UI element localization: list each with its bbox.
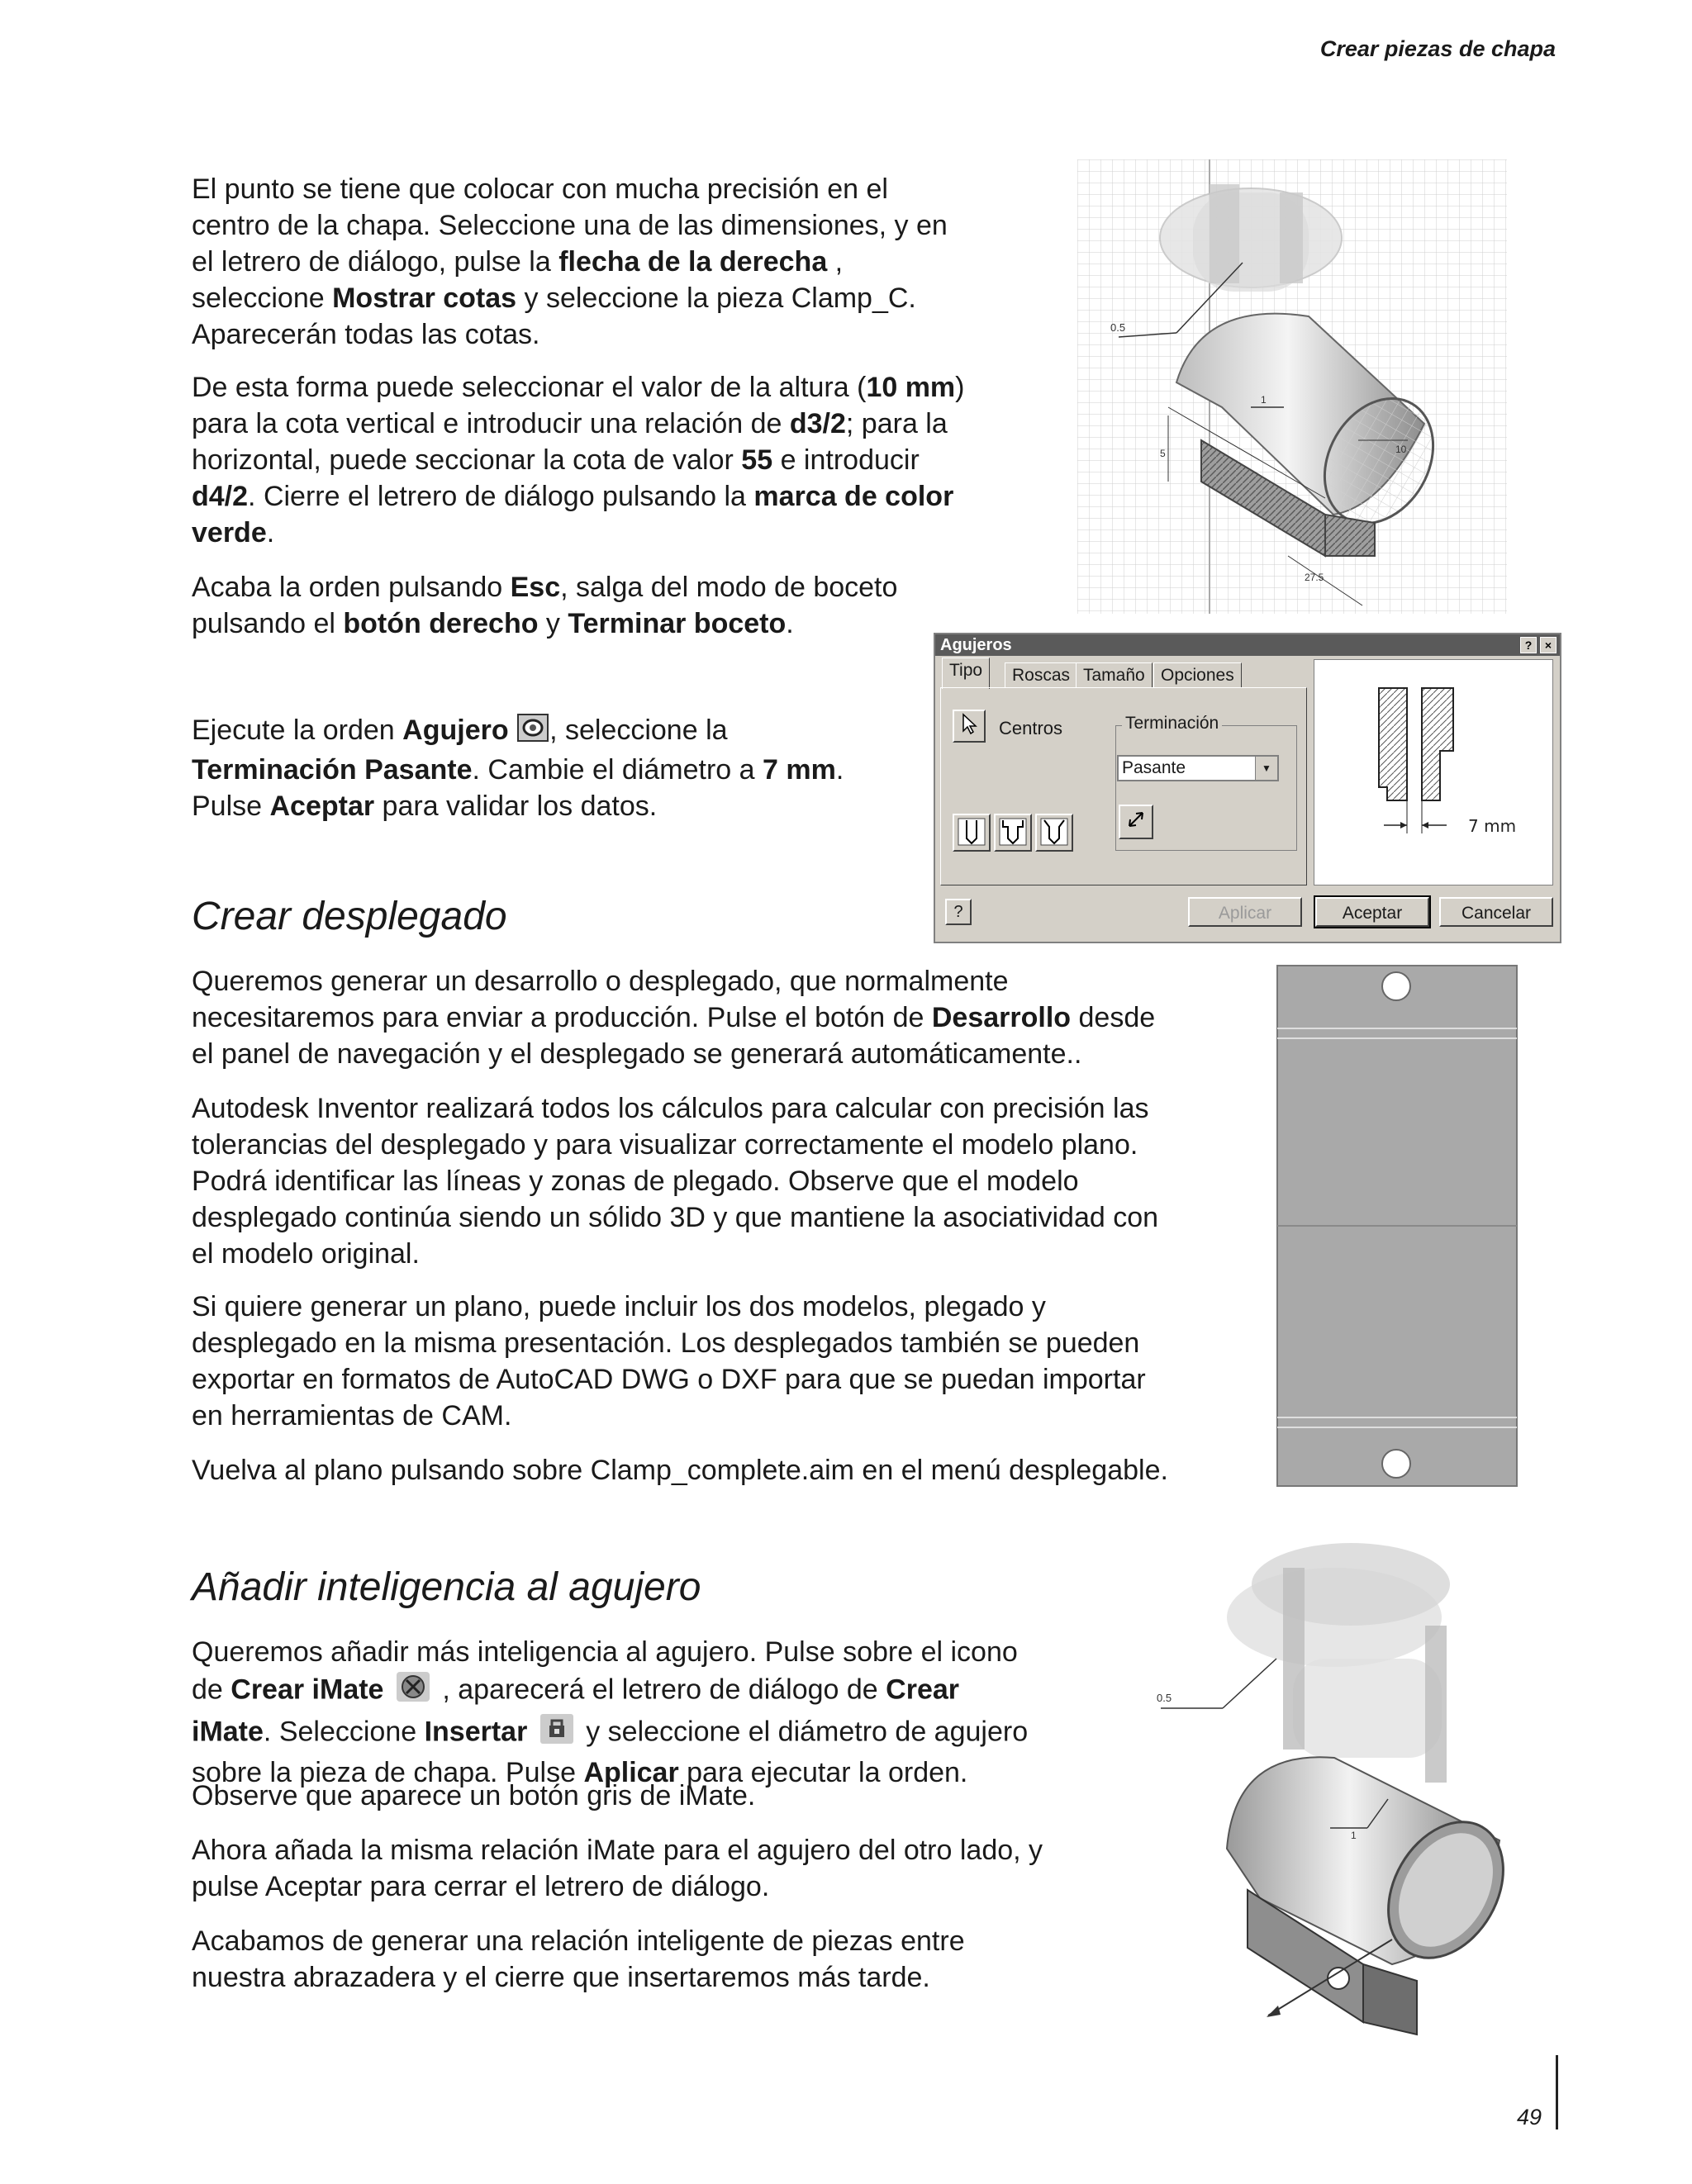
flip-direction-button[interactable] [1119,805,1153,839]
section2-paragraph-2: Observe que aparece un botón gris de iMate. [192,1780,756,1811]
diameter-label: 7 mm [1468,816,1517,836]
top-dim-27-5: 27.5 [1305,572,1324,583]
intro-paragraph-1: El punto se tiene que colocar con mucha precisión en el centro de la chapa. Seleccione una de las dimensiones, y en el letrero de diálogo, pulse la flecha de la derecha , seleccione Mostrar cotas y seleccione la pieza Clamp_C. Aparecerán todas las cotas. [192,173,948,350]
tab-roscas[interactable]: Roscas [1005,662,1077,688]
dialog-close-button[interactable]: × [1540,637,1557,653]
create-imate-icon [395,1670,431,1712]
intro-paragraph-3: Acaba la orden pulsando Esc, salga del modo de boceto pulsando el botón derecho y Terminar boceto. [192,572,898,639]
ok-button[interactable]: Aceptar [1315,897,1429,927]
clamp-sketch-figure [1077,159,1507,614]
hole-type-countersink-button[interactable] [1035,814,1073,852]
hole-type-counterbore-button[interactable] [994,814,1032,852]
cursor-arrow-icon [957,711,981,736]
top-dim-0-5: 0.5 [1110,321,1126,334]
countersink-hole-icon [1038,815,1071,848]
apply-button[interactable]: Aplicar [1188,897,1302,927]
section2-paragraph-4: Acabamos de generar una relación inteligente de piezas entre nuestra abrazadera y el cierre que insertaremos más tarde. [192,1925,965,1993]
bottom-dim-1: 1 [1351,1830,1357,1841]
hole-preview [1314,659,1553,885]
chevron-down-icon[interactable]: ▼ [1255,757,1277,780]
section-heading-crear-desplegado: Crear desplegado [192,895,507,938]
dialog-help-title-button[interactable]: ? [1520,637,1537,653]
cancel-button[interactable]: Cancelar [1439,897,1553,927]
centros-label: Centros [999,718,1063,738]
holes-dialog [934,633,1561,943]
drilled-hole-icon [955,815,988,848]
select-centers-button[interactable] [953,710,986,743]
help-button[interactable]: ? [945,899,972,925]
top-dim-1: 1 [1261,394,1267,406]
section1-paragraph-3: Si quiere generar un plano, puede incluir los dos modelos, plegado y desplegado en la misma presentación. Los desplegados también se pueden exportar en formatos de AutoCAD DWG o DXF para que se puedan importar en herramientas de CAM. [192,1291,1146,1431]
insert-icon [539,1712,575,1754]
page-number: 49 [1516,2105,1542,2129]
top-dim-10: 10 [1395,444,1407,455]
intro-paragraph-4: Ejecute la orden Agujero , seleccione la Terminación Pasante. Cambie el diámetro a 7 mm. Pulse Aceptar para validar los datos. [192,712,844,824]
section1-paragraph-1: Queremos generar un desarrollo o desplegado, que normalmente necesitaremos para enviar a producción. Pulse el botón de Desarrollo desde el panel de navegación y el desplegado se generará automáticamente.. [192,966,1156,1070]
section1-paragraph-2: Autodesk Inventor realizará todos los cálculos para calcular con precisión las tolerancias del desplegado y para visualizar correctamente el modelo plano. Podrá identificar las líneas y zonas de plegado. Observe que el modelo desplegado continúa siendo un sólido 3D y que mantiene la asociatividad con el modelo original. [192,1093,1159,1270]
section-heading-anadir-inteligencia: Añadir inteligencia al agujero [192,1565,701,1609]
counterbore-hole-icon [996,815,1029,848]
dialog-titlebar [935,634,1560,656]
page-number-rule [1556,2055,1558,2129]
dialog-title: Agujeros [940,636,1012,654]
bottom-dim-0-5: 0.5 [1157,1692,1172,1704]
running-header: Crear piezas de chapa [1319,36,1556,61]
tab-opciones[interactable]: Opciones [1153,662,1242,688]
tab-tipo[interactable]: Tipo [942,658,990,689]
flat-pattern-figure [1276,965,1518,1487]
tab-tamano[interactable]: Tamaño [1076,662,1153,688]
termination-select[interactable]: Pasante ▼ [1117,755,1279,781]
termination-label: Terminación [1122,714,1222,734]
clamp-imate-figure [1144,1535,1533,2039]
section1-paragraph-4: Vuelva al plano pulsando sobre Clamp_complete.aim en el menú desplegable. [192,1455,1168,1486]
section2-paragraph-1: Queremos añadir más inteligencia al agujero. Pulse sobre el icono de Crear iMate , aparecerá el letrero de diálogo de Crear iMate. Seleccione Insertar y seleccione el diámetro de agujero sobre la pieza de chapa. Pulse Aplicar para ejecutar la orden. [192,1636,1029,1788]
top-dim-5: 5 [1160,448,1166,459]
section2-paragraph-3: Ahora añada la misma relación iMate para el agujero del otro lado, y pulse Aceptar para cerrar el letrero de diálogo. [192,1835,1043,1902]
hole-type-drilled-button[interactable] [953,814,991,852]
intro-paragraph-2: De esta forma puede seleccionar el valor de la altura (10 mm) para la cota vertical e introducir una relación de d3/2; para la horizontal, puede seccionar la cota de valor 55 e introducir d4/2. Cierre el letrero de diálogo pulsando la marca de color verde. [192,372,965,548]
hole-tool-icon [516,713,549,752]
direction-arrow-icon [1123,806,1149,833]
